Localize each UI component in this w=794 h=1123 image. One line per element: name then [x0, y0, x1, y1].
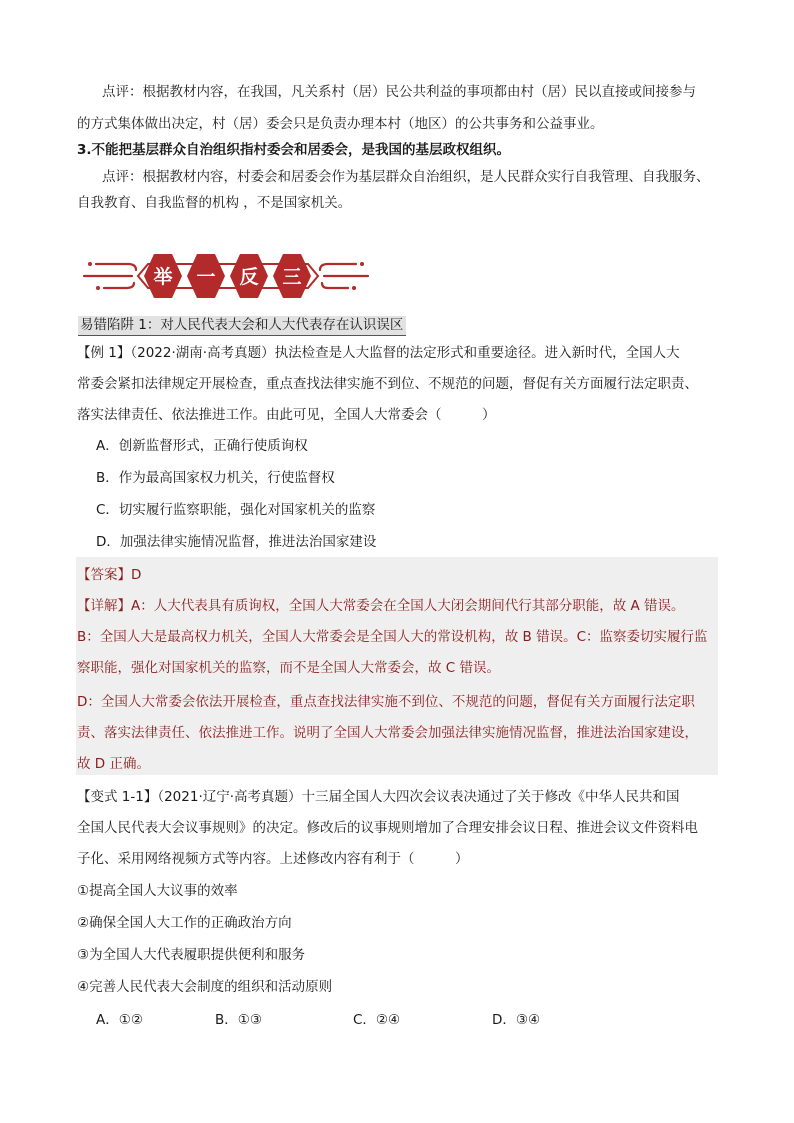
- detail-line-3: 察职能，强化对国家机关的监察，而不是全国人大常委会，故 C 错误。: [77, 660, 501, 676]
- variant-line-3: 子化、采用网络视频方式等内容。上述修改内容有利于（ ）: [77, 851, 469, 867]
- trap-label: 易错陷阱 1：对人民代表大会和人大代表存在认识误区: [78, 316, 406, 336]
- banner-right-ornament: [320, 262, 368, 290]
- variant-item-2: ②确保全国人大工作的正确政治方向: [77, 915, 292, 931]
- example-1-option-d: D．加强法律实施情况监督，推进法治国家建设: [96, 534, 377, 550]
- example-1-option-a: A．创新监督形式，正确行使质询权: [96, 438, 308, 454]
- detail-line-1: 【详解】A：人大代表具有质询权，全国人大常委会在全国人大闭会期间代行其部分职能，故 A 错误。: [77, 598, 685, 614]
- detail-line-6: 故 D 正确。: [77, 756, 150, 772]
- example-1-option-b: B．作为最高国家权力机关，行使监督权: [96, 470, 335, 486]
- section-banner: [76, 250, 376, 302]
- answer-line: 【答案】D: [77, 567, 142, 583]
- variant-item-4: ④完善人民代表大会制度的组织和活动原则: [77, 979, 333, 995]
- comment-2-line-2: 自我教育、自我监督的机构 ，不是国家机关。: [77, 195, 352, 211]
- detail-line-2: B：全国人大是最高权力机关，全国人大常委会是全国人大的常设机构，故 B 错误。C：监察委切实履行监: [77, 629, 708, 645]
- example-1-line-3: 落实法律责任、依法推进工作。由此可见，全国人大常委会（ ）: [77, 407, 496, 423]
- detail-line-5: 责、落实法律责任、依法推进工作。说明了全国人大常委会加强法律实施情况监督，推进法治国家建设，: [77, 725, 698, 741]
- example-1-option-c: C．切实履行监察职能，强化对国家机关的监察: [96, 502, 376, 518]
- variant-choice-c: C．②④: [353, 1012, 401, 1028]
- banner-char-1: 举: [153, 266, 173, 288]
- variant-line-2: 全国人民代表大会议事规则》的决定。修改后的议事规则增加了合理安排会议日程、推进会议文件资料电: [77, 820, 698, 836]
- banner-char-4: 三: [282, 266, 302, 288]
- variant-line-1: 【变式 1-1】（2021·辽宁·高考真题）十三届全国人大四次会议表决通过了关于修改《中华人民共和国: [77, 789, 680, 805]
- banner-char-3: 反: [239, 266, 259, 288]
- comment-1-line-2: 的方式集体做出决定，村（居）委会只是负责办理本村（地区）的公共事务和公益事业。: [77, 116, 604, 132]
- variant-choice-a: A．①②: [96, 1012, 143, 1028]
- point-3-heading: 3.不能把基层群众自治组织指村委会和居委会，是我国的基层政权组织。: [77, 142, 511, 158]
- comment-1-line-1: 点评：根据教材内容，在我国，凡关系村（居）民公共利益的事项都由村（居）民以直接或间接参与: [102, 84, 696, 100]
- detail-line-4: D：全国人大常委会依法开展检查，重点查找法律实施不到位、不规范的问题，督促有关方面履行法定职: [77, 694, 695, 710]
- banner-left-ornament: [84, 262, 136, 290]
- variant-item-1: ①提高全国人大议事的效率: [77, 883, 238, 899]
- variant-item-3: ③为全国人大代表履职提供便利和服务: [77, 947, 306, 963]
- example-1-line-1: 【例 1】（2022·湖南·高考真题）执法检查是人大监督的法定形式和重要途径。进入新时代，全国人大: [77, 345, 680, 361]
- variant-choice-b: B．①③: [215, 1012, 262, 1028]
- comment-2-line-1: 点评：根据教材内容，村委会和居委会作为基层群众自治组织，是人民群众实行自我管理、自我服务、: [102, 169, 710, 185]
- variant-choice-d: D．③④: [492, 1012, 541, 1028]
- example-1-line-2: 常委会紧扣法律规定开展检查，重点查找法律实施不到位、不规范的问题，督促有关方面履行法定职责、: [77, 376, 698, 392]
- banner-char-2: 一: [196, 266, 216, 288]
